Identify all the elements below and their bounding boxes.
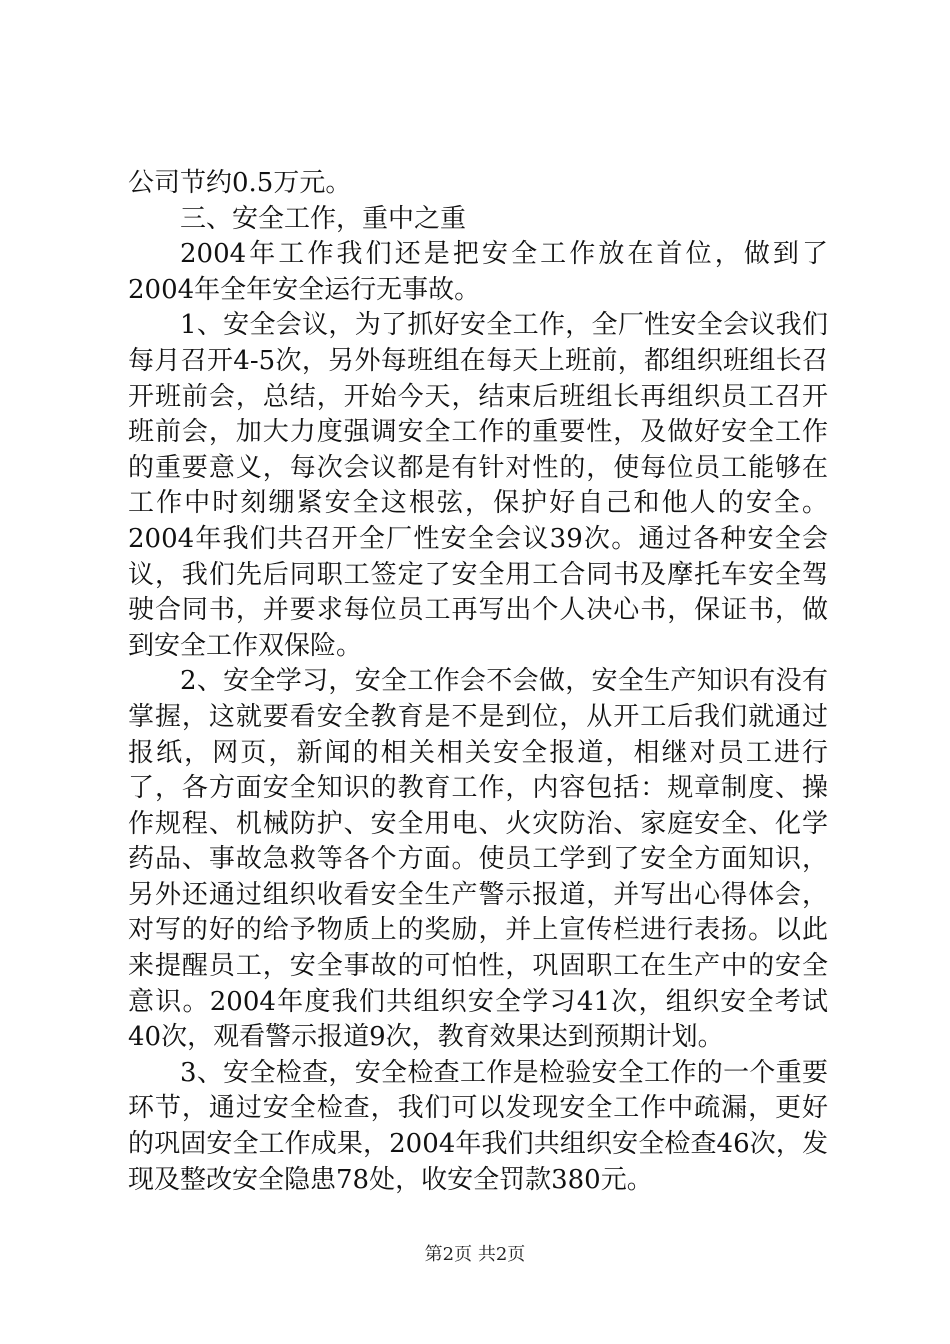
paragraph-safety-inspection: 3、安全检查，安全检查工作是检验安全工作的一个重要环节，通过安全检查，我们可以发现安全工作中疏漏，更好的巩固安全工作成果，2004年我们共组织安全检查46次，发现及整改安全隐患78处，收安全罚款380元。	[128, 1057, 828, 1195]
paragraph-safety-learning: 2、安全学习，安全工作会不会做，安全生产知识有没有掌握，这就要看安全教育是不是到位，从开工后我们就通过报纸，网页，新闻的相关相关安全报道，相继对员工进行了，各方面安全知识的教育工作，内容包括：规章制度、操作规程、机械防护、安全用电、火灾防治、家庭安全、化学药品、事故急救等各个方面。使员工学到了安全方面知识，另外还通过组织收看安全生产警示报道，并写出心得体会，对写的好的给予物质上的奖励，并上宣传栏进行表扬。以此来提醒员工，安全事故的可怕性，巩固职工在生产中的安全意识。2004年度我们共组织安全学习41次，组织安全考试40次，观看警示报道9次，教育效果达到预期计划。	[128, 666, 828, 1053]
paragraph-intro: 2004年工作我们还是把安全工作放在首位，做到了2004年全年安全运行无事故。	[128, 239, 828, 305]
paragraph-safety-meetings: 1、安全会议，为了抓好安全工作，全厂性安全会议我们每月召开4-5次，另外每班组在每天上班前，都组织班组长召开班前会，总结，开始今天，结束后班组长再组织员工召开班前会，加大力度强调安全工作的重要性，及做好安全工作的重要意义，每次会议都是有针对性的，使每位员工能够在工作中时刻绷紧安全这根弦，保护好自己和他人的安全。2004年我们共召开全厂性安全会议39次。通过各种安全会议，我们先后同职工签定了安全用工合同书及摩托车安全驾驶合同书，并要求每位员工再写出个人决心书，保证书，做到安全工作双保险。	[128, 310, 828, 661]
page-number-footer: 第2页 共2页	[424, 1244, 526, 1265]
document-body	[128, 166, 828, 1198]
section-heading: 三、安全工作，重中之重	[180, 203, 467, 234]
paragraph-continuation: 公司节约0.5万元。	[128, 168, 352, 198]
